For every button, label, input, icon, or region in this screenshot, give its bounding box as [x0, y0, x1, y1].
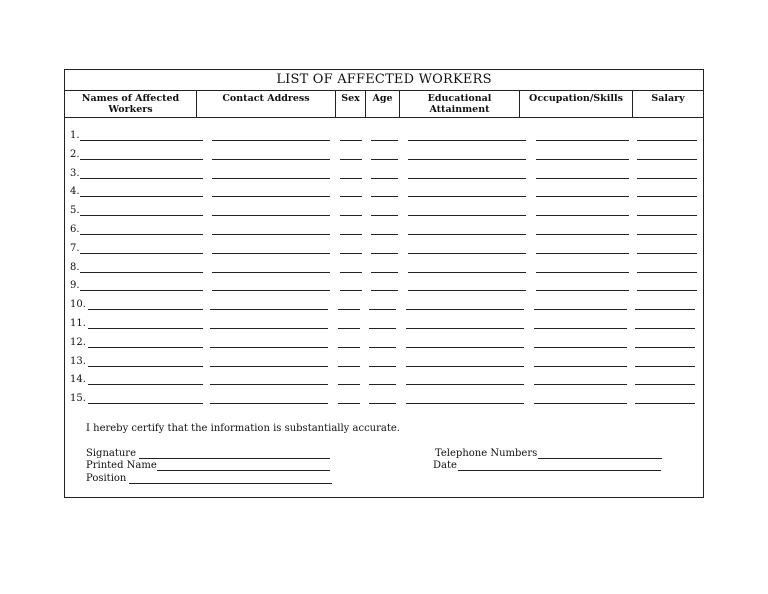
sex-field-line[interactable]	[340, 272, 362, 273]
occupation-field-line[interactable]	[536, 253, 629, 254]
sex-field-line[interactable]	[338, 403, 360, 404]
name-field-line[interactable]	[80, 253, 203, 254]
date-label: Date	[433, 460, 457, 471]
name-field-line[interactable]	[80, 272, 203, 273]
row-number: 11.	[70, 318, 86, 329]
signature-label: Signature	[86, 448, 137, 459]
sex-field-line[interactable]	[340, 290, 362, 291]
row-number: 4.	[70, 186, 80, 197]
column-header-salary	[633, 91, 703, 117]
salary-field-line[interactable]	[635, 403, 695, 404]
sex-field-line[interactable]	[338, 384, 360, 385]
column-header-occupation-skills	[520, 91, 633, 117]
name-field-line[interactable]	[88, 403, 203, 404]
column-header-education-line2: Attainment	[429, 104, 490, 115]
sex-field-line[interactable]	[340, 196, 362, 197]
column-header-age	[366, 91, 400, 117]
address-field-line[interactable]	[212, 234, 330, 235]
sex-field-line[interactable]	[340, 159, 362, 160]
name-field-line[interactable]	[80, 196, 203, 197]
sex-field-line[interactable]	[340, 234, 362, 235]
name-field-line[interactable]	[88, 309, 203, 310]
age-field-line[interactable]	[371, 290, 398, 291]
salary-field-line[interactable]	[637, 272, 697, 273]
certification-statement: I hereby certify that the information is substantially accurate.	[86, 423, 400, 434]
name-field-line[interactable]	[80, 159, 203, 160]
age-field-line[interactable]	[371, 234, 398, 235]
affected-workers-form	[64, 69, 704, 498]
column-header-names-line1: Names of Affected	[81, 93, 180, 104]
age-field-line[interactable]	[369, 384, 396, 385]
sex-field-line[interactable]	[340, 215, 362, 216]
column-header-salary-label: Salary	[651, 93, 685, 104]
salary-field-line[interactable]	[635, 328, 695, 329]
address-field-line[interactable]	[212, 253, 330, 254]
occupation-field-line[interactable]	[536, 196, 629, 197]
education-field-line[interactable]	[408, 140, 526, 141]
table-header-row	[65, 91, 703, 118]
education-field-line[interactable]	[408, 234, 526, 235]
address-field-line[interactable]	[210, 384, 328, 385]
address-field-line[interactable]	[210, 309, 328, 310]
row-number: 10.	[70, 299, 86, 310]
sex-field-line[interactable]	[340, 253, 362, 254]
age-field-line[interactable]	[369, 347, 396, 348]
name-field-line[interactable]	[88, 328, 203, 329]
age-field-line[interactable]	[371, 215, 398, 216]
sex-field-line[interactable]	[340, 178, 362, 179]
column-header-education-line1: Educational	[427, 93, 492, 104]
sex-field-line[interactable]	[338, 366, 360, 367]
salary-field-line[interactable]	[637, 290, 697, 291]
row-number: 9.	[70, 280, 80, 291]
occupation-field-line[interactable]	[536, 272, 629, 273]
occupation-field-line[interactable]	[534, 328, 627, 329]
age-field-line[interactable]	[369, 403, 396, 404]
address-field-line[interactable]	[210, 366, 328, 367]
date-line[interactable]	[458, 470, 661, 471]
address-field-line[interactable]	[212, 159, 330, 160]
row-number: 13.	[70, 356, 86, 367]
education-field-line[interactable]	[408, 196, 526, 197]
row-number: 14.	[70, 374, 86, 385]
occupation-field-line[interactable]	[534, 366, 627, 367]
column-header-names-line2: Workers	[108, 104, 153, 115]
age-field-line[interactable]	[369, 366, 396, 367]
address-field-line[interactable]	[212, 196, 330, 197]
position-line[interactable]	[129, 483, 332, 484]
occupation-field-line[interactable]	[534, 403, 627, 404]
address-field-line[interactable]	[212, 290, 330, 291]
salary-field-line[interactable]	[635, 366, 695, 367]
row-number: 6.	[70, 224, 80, 235]
salary-field-line[interactable]	[635, 309, 695, 310]
signature-line[interactable]	[139, 458, 330, 459]
age-field-line[interactable]	[371, 196, 398, 197]
occupation-field-line[interactable]	[534, 347, 627, 348]
telephone-label: Telephone Numbers	[435, 448, 538, 459]
age-field-line[interactable]	[371, 140, 398, 141]
occupation-field-line[interactable]	[536, 234, 629, 235]
salary-field-line[interactable]	[635, 347, 695, 348]
education-field-line[interactable]	[406, 384, 524, 385]
column-header-names	[65, 91, 197, 117]
printed-name-line[interactable]	[157, 470, 330, 471]
sex-field-line[interactable]	[338, 309, 360, 310]
row-number: 7.	[70, 243, 80, 254]
salary-field-line[interactable]	[637, 234, 697, 235]
name-field-line[interactable]	[80, 140, 203, 141]
address-field-line[interactable]	[212, 140, 330, 141]
age-field-line[interactable]	[371, 159, 398, 160]
row-number: 12.	[70, 337, 86, 348]
column-header-sex-label: Sex	[341, 93, 360, 104]
education-field-line[interactable]	[406, 403, 524, 404]
salary-field-line[interactable]	[637, 196, 697, 197]
occupation-field-line[interactable]	[536, 290, 629, 291]
column-header-age-label: Age	[372, 93, 393, 104]
column-header-contact-address-label: Contact Address	[222, 93, 310, 104]
name-field-line[interactable]	[88, 366, 203, 367]
age-field-line[interactable]	[369, 328, 396, 329]
education-field-line[interactable]	[408, 253, 526, 254]
salary-field-line[interactable]	[635, 384, 695, 385]
salary-field-line[interactable]	[637, 178, 697, 179]
printed-name-label: Printed Name	[86, 460, 157, 471]
telephone-line[interactable]	[538, 458, 662, 459]
column-header-contact-address	[197, 91, 336, 117]
row-number: 3.	[70, 168, 80, 179]
address-field-line[interactable]	[210, 347, 328, 348]
occupation-field-line[interactable]	[536, 215, 629, 216]
column-header-educational-attainment	[400, 91, 520, 117]
sex-field-line[interactable]	[340, 140, 362, 141]
salary-field-line[interactable]	[637, 140, 697, 141]
address-field-line[interactable]	[212, 178, 330, 179]
education-field-line[interactable]	[406, 366, 524, 367]
education-field-line[interactable]	[406, 328, 524, 329]
row-number: 2.	[70, 149, 80, 160]
education-field-line[interactable]	[408, 159, 526, 160]
salary-field-line[interactable]	[637, 159, 697, 160]
occupation-field-line[interactable]	[534, 384, 627, 385]
sex-field-line[interactable]	[338, 347, 360, 348]
age-field-line[interactable]	[371, 178, 398, 179]
name-field-line[interactable]	[80, 234, 203, 235]
occupation-field-line[interactable]	[536, 178, 629, 179]
age-field-line[interactable]	[369, 309, 396, 310]
education-field-line[interactable]	[408, 272, 526, 273]
age-field-line[interactable]	[371, 253, 398, 254]
address-field-line[interactable]	[210, 328, 328, 329]
name-field-line[interactable]	[80, 178, 203, 179]
form-title: LIST OF AFFECTED WORKERS	[65, 70, 703, 91]
education-field-line[interactable]	[406, 347, 524, 348]
address-field-line[interactable]	[212, 215, 330, 216]
row-number: 8.	[70, 262, 80, 273]
address-field-line[interactable]	[212, 272, 330, 273]
column-header-occupation-label: Occupation/Skills	[529, 93, 623, 104]
occupation-field-line[interactable]	[534, 309, 627, 310]
education-field-line[interactable]	[408, 215, 526, 216]
education-field-line[interactable]	[408, 178, 526, 179]
salary-field-line[interactable]	[637, 253, 697, 254]
column-header-sex	[336, 91, 366, 117]
row-number: 5.	[70, 205, 80, 216]
education-field-line[interactable]	[406, 309, 524, 310]
name-field-line[interactable]	[88, 347, 203, 348]
row-number: 1.	[70, 130, 80, 141]
sex-field-line[interactable]	[338, 328, 360, 329]
salary-field-line[interactable]	[637, 215, 697, 216]
education-field-line[interactable]	[408, 290, 526, 291]
name-field-line[interactable]	[80, 215, 203, 216]
row-number: 15.	[70, 393, 86, 404]
name-field-line[interactable]	[88, 384, 203, 385]
position-label: Position	[86, 473, 127, 484]
name-field-line[interactable]	[80, 290, 203, 291]
occupation-field-line[interactable]	[536, 140, 629, 141]
age-field-line[interactable]	[371, 272, 398, 273]
occupation-field-line[interactable]	[536, 159, 629, 160]
address-field-line[interactable]	[210, 403, 328, 404]
